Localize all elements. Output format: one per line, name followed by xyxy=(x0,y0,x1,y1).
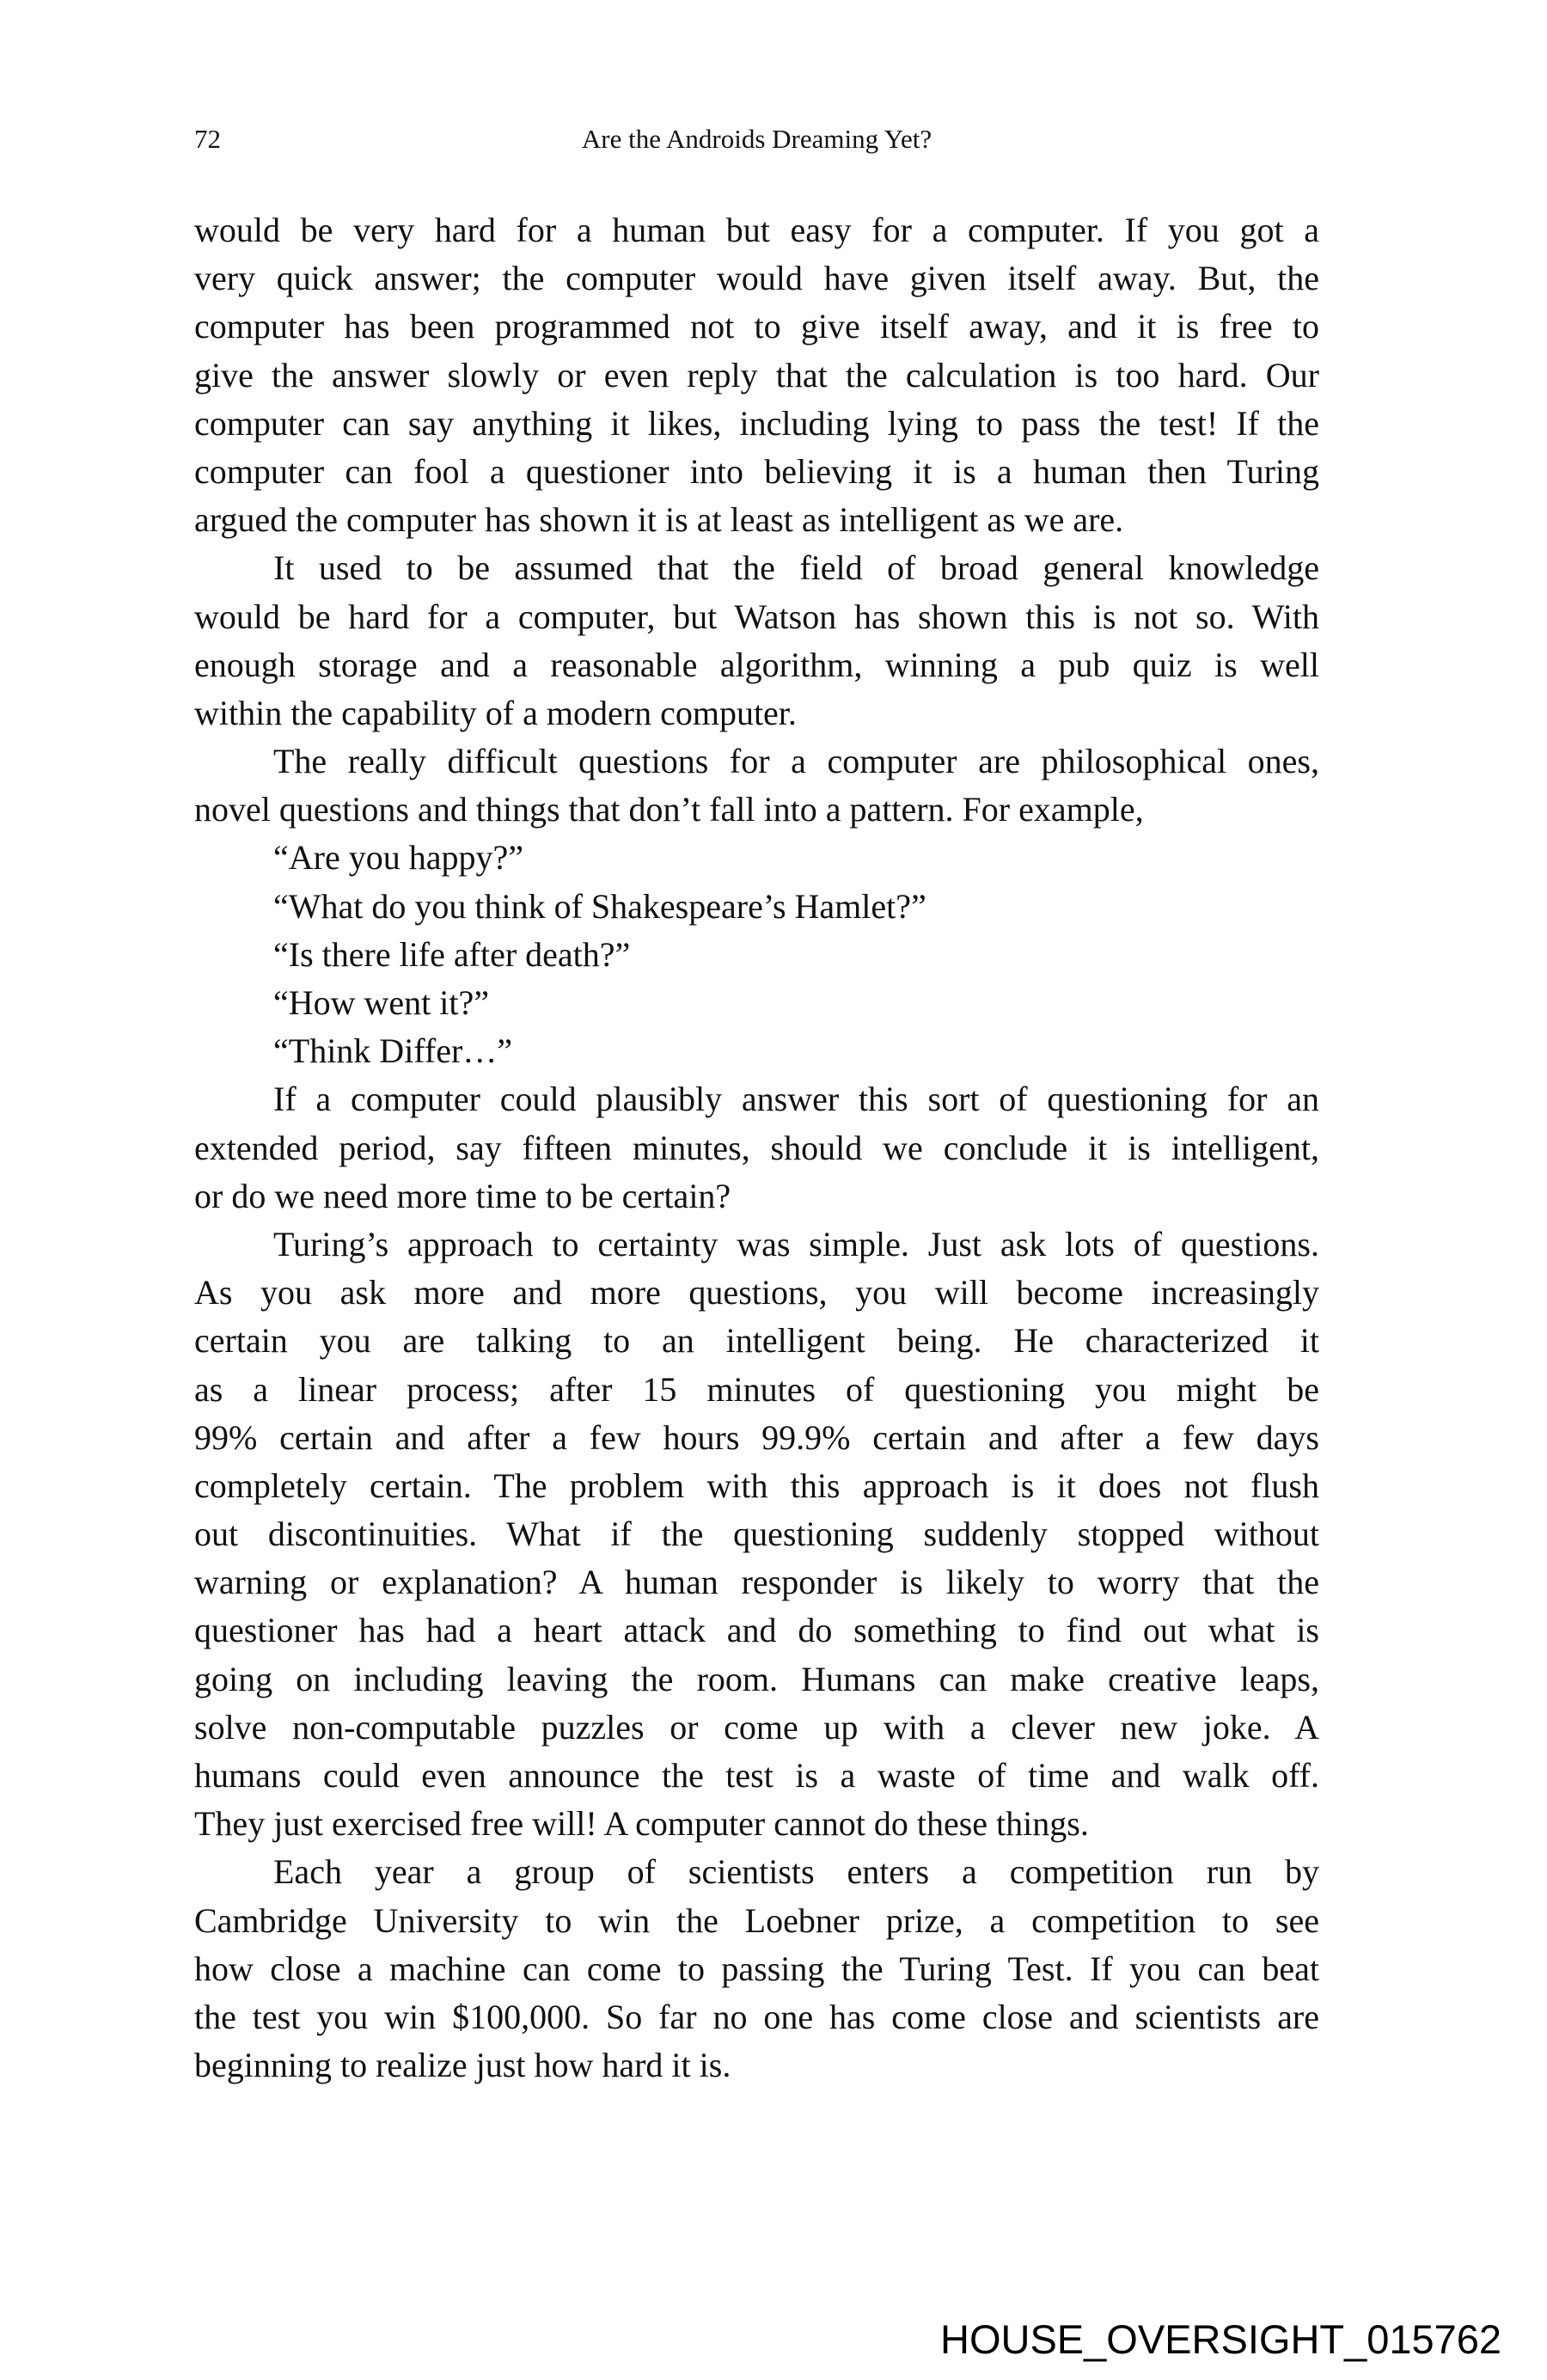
text-line: As you ask more and more questions, you will become increasingly xyxy=(194,1273,1319,1312)
text-line: Cambridge University to win the Loebner prize, a competition to see xyxy=(194,1900,1319,1940)
text-line: the test you win $100,000. So far no one has come close and scientists are xyxy=(194,1997,1319,2036)
text-line: computer can fool a questioner into believing it is a human then Turing xyxy=(194,451,1319,491)
text-line: very quick answer; the computer would have given itself away. But, the xyxy=(194,259,1319,298)
text-line: or do we need more time to be certain? xyxy=(194,1176,731,1215)
running-title: Are the Androids Dreaming Yet? xyxy=(581,124,932,154)
body-text xyxy=(194,206,1319,2089)
text-line: 99% certain and after a few hours 99.9% certain and after a few days xyxy=(194,1417,1319,1457)
paragraph xyxy=(194,1075,1319,1221)
paragraph xyxy=(194,1848,1319,2089)
text-line: “Are you happy?” xyxy=(273,838,523,878)
text-line: computer has been programmed not to give itself away, and it is free to xyxy=(194,307,1319,346)
text-line: would be very hard for a human but easy for a computer. If you got a xyxy=(194,211,1319,249)
text-line: would be hard for a computer, but Watson has shown this is not so. With xyxy=(194,597,1319,636)
text-line: questioner has had a heart attack and do something to find out what is xyxy=(194,1611,1319,1650)
text-line: out discontinuities. What if the questioning suddenly stopped without xyxy=(194,1514,1319,1554)
text-line: argued the computer has shown it is at least as intelligent as we are. xyxy=(194,500,1124,540)
text-line: extended period, say fifteen minutes, should we conclude it is intelligent, xyxy=(194,1128,1319,1167)
text-line: If a computer could plausibly answer this sort of questioning for an xyxy=(273,1080,1319,1119)
text-line: going on including leaving the room. Humans can make creative leaps, xyxy=(194,1659,1319,1698)
paragraph xyxy=(194,834,1319,882)
text-line: humans could even announce the test is a waste of time and walk off. xyxy=(194,1756,1319,1795)
paragraph xyxy=(194,737,1319,834)
paragraph xyxy=(194,883,1319,931)
text-line: as a linear process; after 15 minutes of questioning you might be xyxy=(194,1369,1319,1409)
text-line: solve non-computable puzzles or come up with a clever new joke. A xyxy=(194,1707,1319,1747)
text-line: within the capability of a modern computer. xyxy=(194,693,797,732)
paragraph xyxy=(194,1221,1319,1848)
paragraph xyxy=(194,1027,1319,1075)
text-line: how close a machine can come to passing the Turing Test. If you can beat xyxy=(194,1949,1319,1988)
paragraph xyxy=(194,931,1319,979)
paragraph xyxy=(194,979,1319,1027)
text-line: computer can say anything it likes, including lying to pass the test! If the xyxy=(194,403,1319,443)
text-line: They just exercised free will! A computer cannot do these things. xyxy=(194,1804,1089,1844)
text-line: certain you are talking to an intelligent being. He characterized it xyxy=(194,1321,1319,1361)
text-line: It used to be assumed that the field of broad general knowledge xyxy=(273,548,1319,588)
text-line: Each year a group of scientists enters a competition run by xyxy=(273,1852,1319,1892)
text-line: “Is there life after death?” xyxy=(273,934,631,974)
text-line: completely certain. The problem with this approach is it does not flush xyxy=(194,1465,1319,1505)
bates-number: HOUSE_OVERSIGHT_015762 xyxy=(940,2316,1502,2362)
text-line: The really difficult questions for a computer are philosophical ones, xyxy=(273,742,1319,781)
text-line: Turing’s approach to certainty was simple. Just ask lots of questions. xyxy=(273,1224,1319,1263)
text-line: “How went it?” xyxy=(273,983,490,1022)
text-line: “What do you think of Shakespeare’s Hamlet?” xyxy=(273,886,926,926)
text-line: enough storage and a reasonable algorithm, winning a pub quiz is well xyxy=(194,645,1319,684)
paragraph xyxy=(194,544,1319,737)
text-line: warning or explanation? A human responder is likely to worry that the xyxy=(194,1563,1319,1602)
page-number: 72 xyxy=(194,124,221,154)
text-line: “Think Differ…” xyxy=(273,1031,513,1071)
text-line: give the answer slowly or even reply that the calculation is too hard. Our xyxy=(194,355,1319,395)
text-line: beginning to realize just how hard it is. xyxy=(194,2046,731,2085)
paragraph xyxy=(194,206,1319,544)
text-line: novel questions and things that don’t fall into a pattern. For example, xyxy=(194,790,1144,829)
